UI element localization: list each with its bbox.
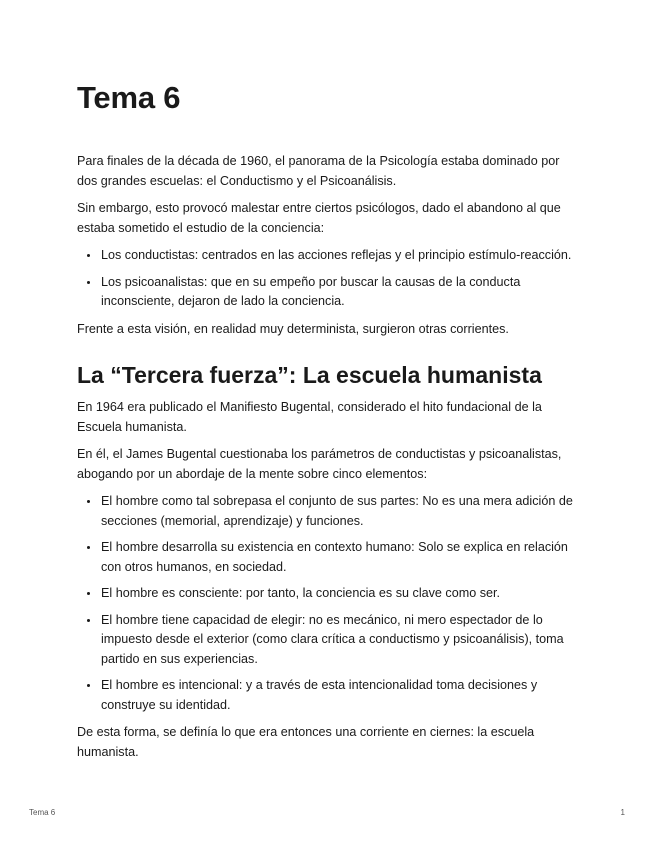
page-number: 1 bbox=[620, 808, 625, 817]
list-item: • El hombre tiene capacidad de elegir: no es mecánico, ni mero espectador de lo impuesto desde el exterior (como clara crítica a conductismo y psicoanálisis), toma partido en sus experiencias. bbox=[100, 611, 583, 670]
document-page bbox=[77, 78, 583, 770]
section-bullet-list bbox=[77, 492, 583, 715]
section-paragraph-3: De esta forma, se definía lo que era entonces una corriente en ciernes: la escuela humanista. bbox=[77, 725, 535, 759]
section-paragraph-1: En 1964 era publicado el Manifiesto Bugental, considerado el hito fundacional de la Escuela humanista. bbox=[77, 400, 542, 434]
page-title: Tema 6 bbox=[77, 80, 181, 115]
list-item: • El hombre es consciente: por tanto, la conciencia es su clave como ser. bbox=[100, 584, 583, 604]
list-item: • El hombre es intencional: y a través de esta intencionalidad toma decisiones y construye su identidad. bbox=[100, 676, 583, 715]
list-item: • El hombre desarrolla su existencia en contexto humano: Solo se explica en relación con otros humanos, en sociedad. bbox=[100, 538, 583, 577]
intro-paragraph-3: Frente a esta visión, en realidad muy determinista, surgieron otras corrientes. bbox=[77, 321, 509, 336]
footer-title: Tema 6 bbox=[29, 808, 56, 817]
intro-paragraph-1: Para finales de la década de 1960, el panorama de la Psicología estaba dominado por dos grandes escuelas: el Conductismo y el Psicoanálisis. bbox=[77, 154, 560, 188]
list-item: • Los psicoanalistas: que en su empeño por buscar la causas de la conducta inconsciente, dejaron de lado la conciencia. bbox=[100, 273, 583, 312]
intro-paragraph-2: Sin embargo, esto provocó malestar entre ciertos psicólogos, dado el abandono al que estaba sometido el estudio de la conciencia: bbox=[77, 201, 561, 235]
list-item: • Los conductistas: centrados en las acciones reflejas y el principio estímulo-reacción. bbox=[100, 246, 583, 266]
section-heading: La “Tercera fuerza”: La escuela humanista bbox=[77, 362, 542, 388]
section-paragraph-2: En él, el James Bugental cuestionaba los parámetros de conductistas y psicoanalistas, abogando por un abordaje de la mente sobre cinco elementos: bbox=[77, 447, 562, 481]
list-item: • El hombre como tal sobrepasa el conjunto de sus partes: No es una mera adición de secciones (memorial, aprendizaje) y funciones. bbox=[100, 492, 583, 531]
intro-bullet-list bbox=[77, 246, 583, 312]
